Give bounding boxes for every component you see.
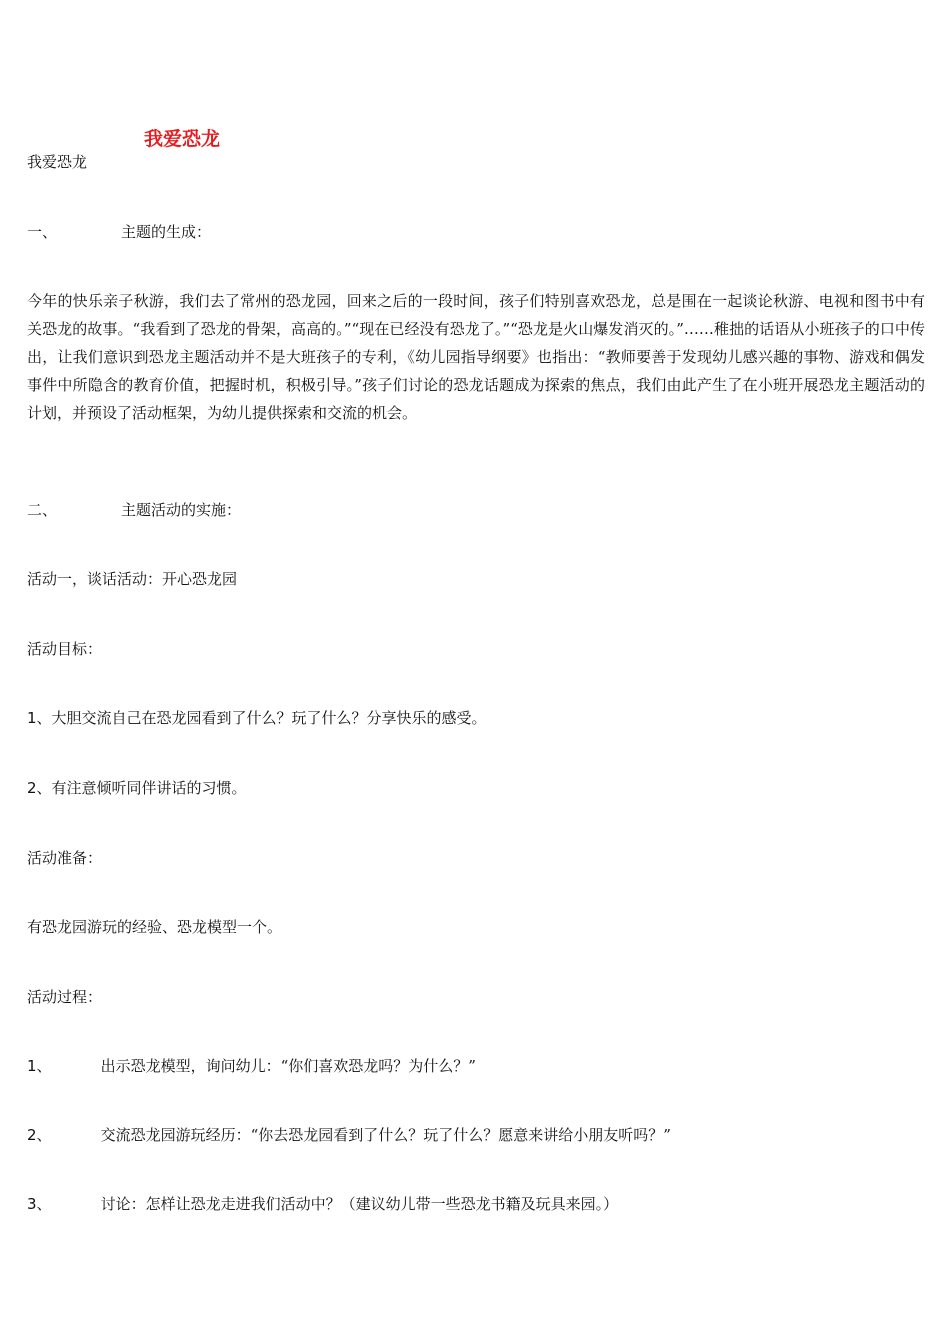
step-number: 3 (27, 1195, 37, 1213)
step-number: 1 (27, 1057, 37, 1075)
step-text: 讨论：怎样让恐龙走进我们活动中？（建议幼儿带一些恐龙书籍及玩具来园。） (100, 1195, 619, 1213)
step-item (27, 1194, 618, 1214)
step-item (27, 1125, 671, 1145)
prep-text: 有恐龙园游玩的经验、恐龙模型一个。 (27, 918, 283, 936)
step-number: 2 (27, 1126, 37, 1144)
step-separator: 、 (36, 1126, 52, 1144)
goal-item (27, 778, 247, 798)
goal-text: 、大胆交流自己在恐龙园看到了什么？玩了什么？分享快乐的感受。 (36, 709, 487, 727)
step-separator: 、 (36, 1195, 52, 1213)
step-item (27, 1056, 476, 1076)
goal-number: 2 (27, 779, 37, 797)
activity-heading: 活动一，谈话活动：开心恐龙园 (27, 570, 238, 588)
document-title: 我爱恐龙 (144, 128, 221, 150)
section-title: 主题活动的实施： (121, 501, 242, 519)
section-heading-2 (27, 500, 241, 520)
section-title: 主题的生成： (121, 223, 212, 241)
body-paragraph: 今年的快乐亲子秋游，我们去了常州的恐龙园，回来之后的一段时间，孩子们特别喜欢恐龙，总是围在一起谈论秋游、电视和图书中有关恐龙的故事。“我看到了恐龙的骨架，高高的。”“现在已经没有恐龙了。”“恐龙是火山爆发消灭的。”……稚拙的话语从小班孩子的口中传出，让我们意识到恐龙主题活动并不是大班孩子的专利，《幼儿园指导纲要》也指出：“教师要善于发现幼儿感兴趣的事物、游戏和偶发事件中所隐含的教育价值，把握时机，积极引导。”孩子们讨论的恐龙话题成为探索的焦点，我们由此产生了在小班开展恐龙主题活动的计划，并预设了活动框架，为幼儿提供探索和交流的机会。 (27, 292, 925, 422)
prep-label: 活动准备： (27, 849, 103, 867)
goals-label: 活动目标： (27, 640, 103, 658)
step-text: 出示恐龙模型，询问幼儿：“你们喜欢恐龙吗？为什么？” (100, 1057, 476, 1075)
goal-text: 、有注意倾听同伴讲话的习惯。 (36, 779, 247, 797)
step-separator: 、 (36, 1057, 52, 1075)
process-label: 活动过程： (27, 988, 103, 1006)
section-number: 一、 (27, 223, 58, 241)
goal-item (27, 708, 487, 728)
step-text: 交流恐龙园游玩经历：“你去恐龙园看到了什么？玩了什么？愿意来讲给小朋友听吗？” (100, 1126, 671, 1144)
goal-number: 1 (27, 709, 37, 727)
document-subtitle: 我爱恐龙 (27, 153, 88, 171)
section-number: 二、 (27, 501, 58, 519)
section-heading-1 (27, 222, 211, 242)
